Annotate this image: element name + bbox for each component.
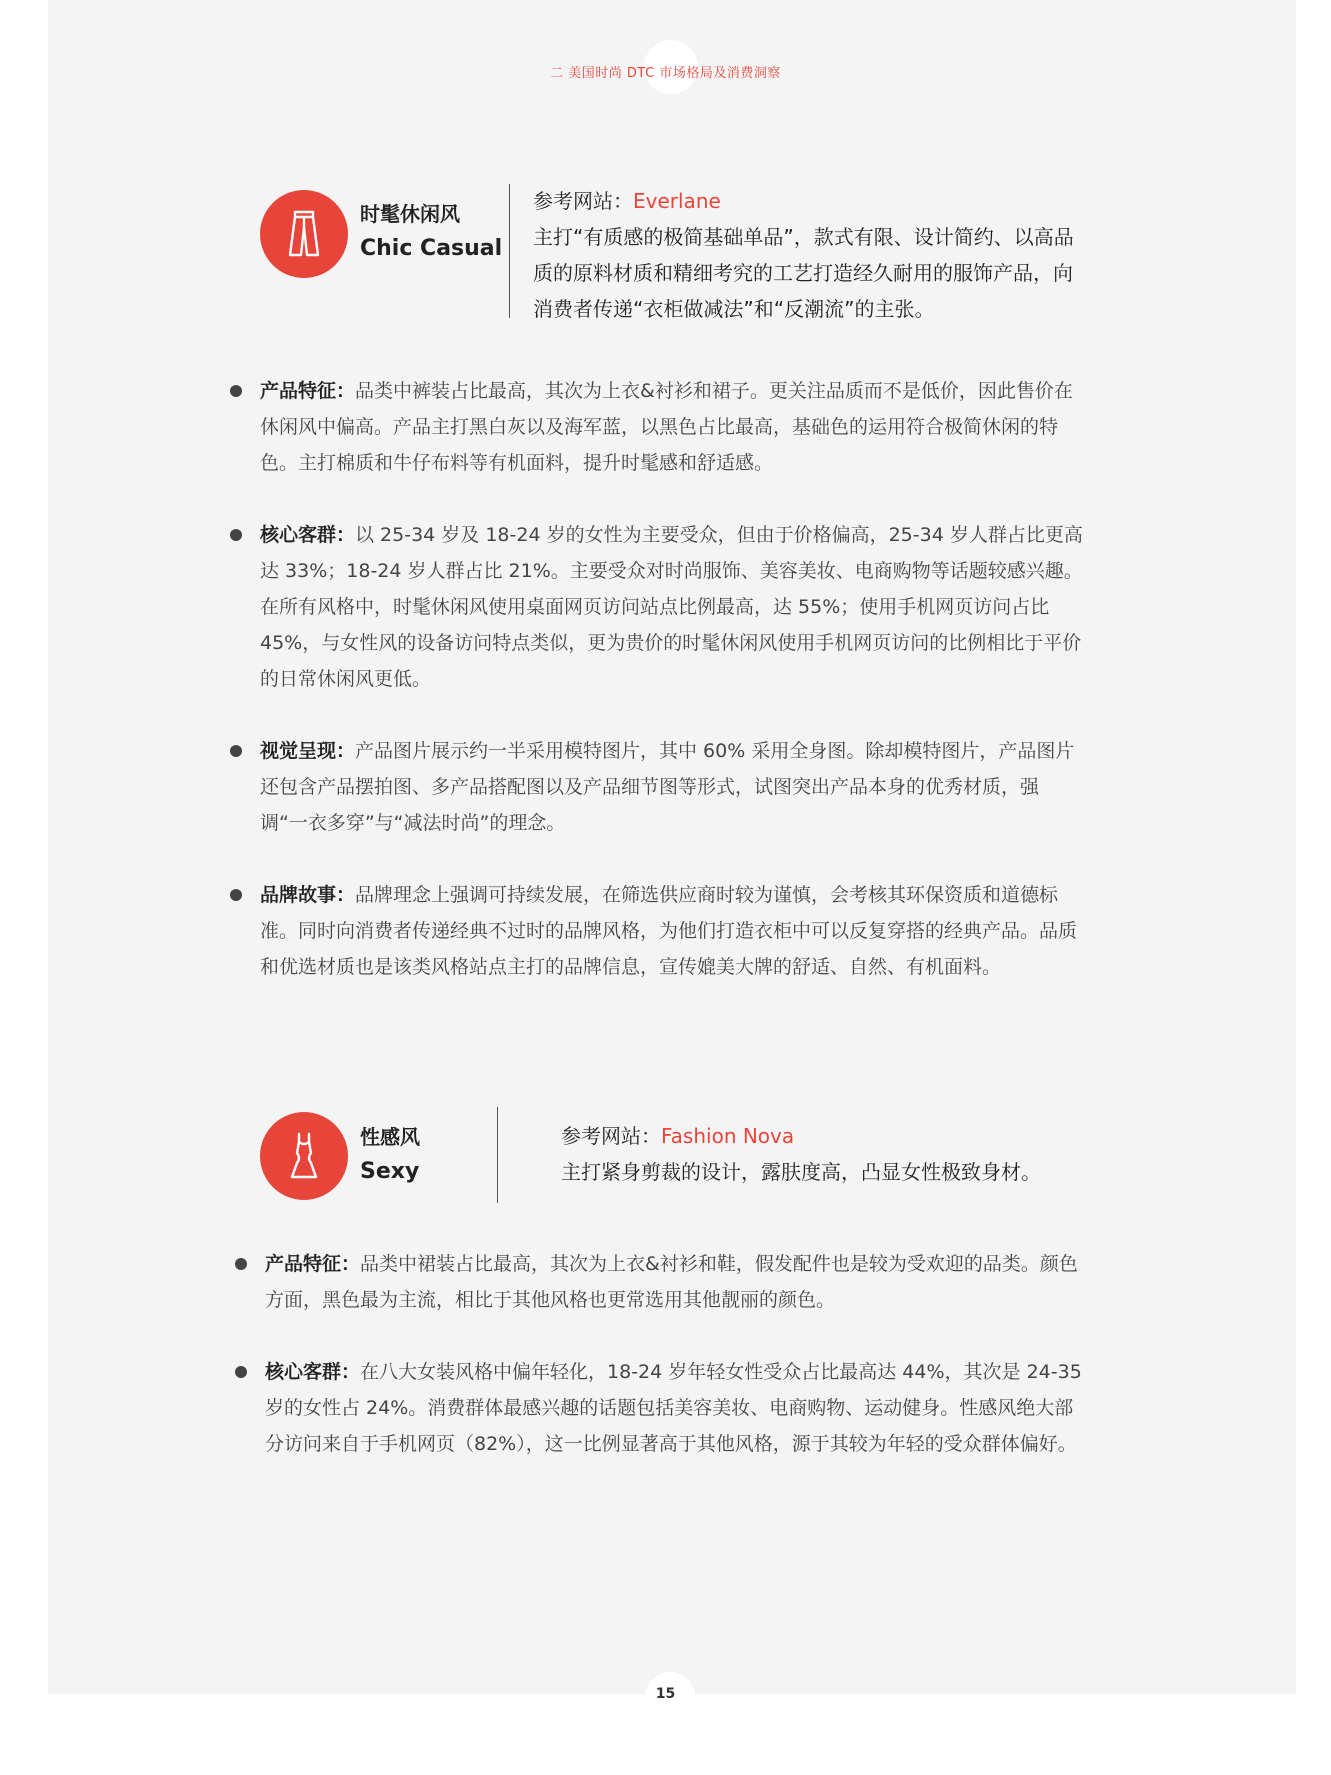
reference-block [533, 183, 1088, 327]
item-text: 产品图片展示约一半采用模特图片，其中 60% 采用全身图。除却模特图片，产品图片还包含产品摆拍图、多产品搭配图以及产品细节图等形式，试图突出产品本身的优秀材质，强调“一衣多穿”与“减法时尚”的理念。 [260, 740, 1075, 834]
bullet-dot [235, 1366, 247, 1378]
reference-label: 参考网站： [533, 189, 633, 213]
reference-block [561, 1118, 1121, 1190]
list-item [235, 1354, 1090, 1462]
feature-list [235, 1246, 1090, 1498]
item-label: 核心客群： [265, 1361, 361, 1383]
item-label: 核心客群： [260, 524, 356, 546]
list-item [230, 517, 1085, 697]
reference-site[interactable]: Everlane [633, 189, 721, 213]
reference-description: 主打“有质感的极简基础单品”，款式有限、设计简约、以高品质的原料材质和精细考究的工艺打造经久耐用的服饰产品，向消费者传递“衣柜做减法”和“反潮流”的主张。 [533, 225, 1074, 321]
item-text: 品牌理念上强调可持续发展，在筛选供应商时较为谨慎，会考核其环保资质和道德标准。同时向消费者传递经典不过时的品牌风格，为他们打造衣柜中可以反复穿搭的经典产品。品质和优选材质也是该类风格站点主打的品牌信息，宣传媲美大牌的舒适、自然、有机面料。 [260, 884, 1078, 978]
item-text: 以 25-34 岁及 18-24 岁的女性为主要受众，但由于价格偏高，25-34 岁人群占比更高达 33%；18-24 岁人群占比 21%。主要受众对时尚服饰、美容美妆、电商购物等话题较感兴趣。在所有风格中，时髦休闲风使用桌面网页访问站点比例最高，达 55%；使用手机网页访问占比 45%，与女性风的设备访问特点类似，更为贵价的时髦休闲风使用手机网页访问的比例相比于平价的日常休闲风更低。 [260, 524, 1083, 690]
bullet-dot [230, 385, 242, 397]
divider-line [497, 1107, 498, 1203]
reference-site[interactable]: Fashion Nova [661, 1124, 795, 1148]
item-text: 在八大女装风格中偏年轻化，18-24 岁年轻女性受众占比最高达 44%，其次是 24-35 岁的女性占 24%。消费群体最感兴趣的话题包括美容美妆、电商购物、运动健身。性感风绝大部分访问来自于手机网页（82%），这一比例显著高于其他风格，源于其较为年轻的受众群体偏好。 [265, 1361, 1082, 1455]
reference-description: 主打紧身剪裁的设计，露肤度高，凸显女性极致身材。 [561, 1160, 1041, 1184]
divider-line [509, 184, 510, 318]
bullet-dot [230, 529, 242, 541]
list-item [230, 877, 1085, 985]
bullet-dot [230, 889, 242, 901]
item-text: 品类中裤装占比最高，其次为上衣&衬衫和裙子。更关注品质而不是低价，因此售价在休闲风中偏高。产品主打黑白灰以及海军蓝，以黑色占比最高，基础色的运用符合极简休闲的特色。主打棉质和牛仔布料等有机面料，提升时髦感和舒适感。 [260, 380, 1073, 474]
bullet-dot [230, 745, 242, 757]
list-item [235, 1246, 1090, 1318]
running-header: 二 美国时尚 DTC 市场格局及消费洞察 [550, 66, 781, 81]
item-text: 品类中裙装占比最高，其次为上衣&衬衫和鞋，假发配件也是较为受欢迎的品类。颜色方面，黑色最为主流，相比于其他风格也更常选用其他靓丽的颜色。 [265, 1253, 1078, 1311]
item-label: 产品特征： [260, 380, 356, 402]
item-label: 品牌故事： [260, 884, 356, 906]
item-label: 视觉呈现： [260, 740, 356, 762]
item-label: 产品特征： [265, 1253, 361, 1275]
style-name [360, 1120, 420, 1190]
style-name-en: Sexy [360, 1159, 420, 1184]
list-item [230, 733, 1085, 841]
pants-icon [260, 190, 348, 278]
style-name-zh: 时髦休闲风 [360, 202, 460, 226]
style-name-zh: 性感风 [360, 1125, 420, 1149]
list-item [230, 373, 1085, 481]
page-number: 15 [655, 1686, 676, 1702]
style-name [360, 197, 502, 267]
style-name-en: Chic Casual [360, 236, 503, 261]
bullet-dot [235, 1258, 247, 1270]
reference-label: 参考网站： [561, 1124, 661, 1148]
feature-list [230, 373, 1085, 1021]
dress-icon [260, 1112, 348, 1200]
